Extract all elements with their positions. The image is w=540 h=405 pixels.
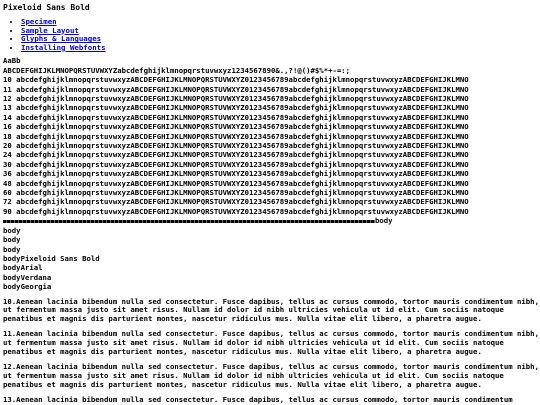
paragraph-sample: 10.Aenean lacinia bibendum nulla sed consectetur. Fusce dapibus, tellus ac cursus commodo, tortor mauris condimentum nibh, ut fermentum massa justo sit amet risus. Nullam id dolor id nibh ultricies vehicula ut id elit. Cum sociis natoque penatibus et magnis dis parturient montes, nascetur ridiculus mus. Nulla vitae elit libero, a pharetra augue.	[3, 296, 539, 324]
nav-link-installing-webfonts[interactable]: Installing Webfonts	[21, 42, 106, 52]
waterfall-line: 11 abcdefghijklmnopqrstuvwxyzABCDEFGHIJKLMNOPQRSTUVWXYZ0123456789abcdefghijklmnopqrstuvwxyzABCDEFGHIJKLMNO	[3, 84, 469, 94]
paragraph-sample: 12.Aenean lacinia bibendum nulla sed consectetur. Fusce dapibus, tellus ac cursus commodo, tortor mauris condimentum nibh, ut fermentum massa justo sit amet risus. Nullam id dolor id nibh ultricies vehicula ut id elit. Cum sociis natoque penatibus et magnis dis parturient montes, nascetur ridiculus mus. Nulla vitae elit libero, a pharetra augue.	[3, 361, 539, 389]
waterfall-line: 48 abcdefghijklmnopqrstuvwxyzABCDEFGHIJKLMNOPQRSTUVWXYZ0123456789abcdefghijklmnopqrstuvwxyzABCDEFGHIJKLMNO	[3, 178, 469, 188]
body-samples	[3, 226, 540, 292]
waterfall-line: 14 abcdefghijklmnopqrstuvwxyzABCDEFGHIJKLMNOPQRSTUVWXYZ0123456789abcdefghijklmnopqrstuvwxyzABCDEFGHIJKLMNO	[3, 112, 469, 122]
waterfall-line: 30 abcdefghijklmnopqrstuvwxyzABCDEFGHIJKLMNOPQRSTUVWXYZ0123456789abcdefghijklmnopqrstuvwxyzABCDEFGHIJKLMNO	[3, 159, 469, 169]
body-sample: body	[3, 225, 21, 235]
waterfall-line: 36 abcdefghijklmnopqrstuvwxyzABCDEFGHIJKLMNOPQRSTUVWXYZ0123456789abcdefghijklmnopqrstuvwxyzABCDEFGHIJKLMNO	[3, 169, 469, 179]
waterfall-line: 72 abcdefghijklmnopqrstuvwxyzABCDEFGHIJKLMNOPQRSTUVWXYZ0123456789abcdefghijklmnopqrstuvwxyzABCDEFGHIJKLMNO	[3, 197, 469, 207]
body-sample-arial: bodyArial	[3, 263, 43, 273]
paragraph-sample: 11.Aenean lacinia bibendum nulla sed consectetur. Fusce dapibus, tellus ac cursus commodo, tortor mauris condimentum nibh, ut fermentum massa justo sit amet risus. Nullam id dolor id nibh ultricies vehicula ut id elit. Cum sociis natoque penatibus et magnis dis parturient montes, nascetur ridiculus mus. Nulla vitae elit libero, a pharetra augue.	[3, 329, 539, 357]
aabb-sample: AaBb	[3, 56, 21, 66]
bar-sample-row	[3, 216, 540, 225]
body-sample: body	[3, 244, 21, 254]
glyph-bar	[3, 220, 375, 223]
waterfall-line: 20 abcdefghijklmnopqrstuvwxyzABCDEFGHIJKLMNOPQRSTUVWXYZ0123456789abcdefghijklmnopqrstuvwxyzABCDEFGHIJKLMNO	[3, 141, 469, 151]
waterfall-line: 12 abcdefghijklmnopqrstuvwxyzABCDEFGHIJKLMNOPQRSTUVWXYZ0123456789abcdefghijklmnopqrstuvwxyzABCDEFGHIJKLMNO	[3, 94, 469, 103]
waterfall	[3, 75, 540, 216]
nav-link-glyphs-languages[interactable]: Glyphs & Languages	[21, 34, 102, 44]
page-title: Pixeloid Sans Bold	[3, 3, 90, 12]
nav-link-specimen[interactable]: Specimen	[21, 17, 57, 26]
paragraph-sample: 13.Aenean lacinia bibendum nulla sed consectetur. Fusce dapibus, tellus ac cursus commodo, tortor mauris condimentum	[3, 394, 513, 404]
nav-link-sample-layout[interactable]: Sample Layout	[21, 25, 79, 35]
body-sample-georgia: bodyGeorgia	[3, 282, 52, 292]
specimen-page	[3, 2, 540, 405]
waterfall-line: 60 abcdefghijklmnopqrstuvwxyzABCDEFGHIJKLMNOPQRSTUVWXYZ0123456789abcdefghijklmnopqrstuvwxyzABCDEFGHIJKLMNO	[3, 188, 469, 198]
nav-item-specimen	[21, 18, 540, 27]
body-sample-verdana: bodyVerdana	[3, 272, 52, 282]
waterfall-line: 24 abcdefghijklmnopqrstuvwxyzABCDEFGHIJKLMNOPQRSTUVWXYZ0123456789abcdefghijklmnopqrstuvwxyzABCDEFGHIJKLMNO	[3, 150, 469, 160]
waterfall-line: 16 abcdefghijklmnopqrstuvwxyzABCDEFGHIJKLMNOPQRSTUVWXYZ0123456789abcdefghijklmnopqrstuvwxyzABCDEFGHIJKLMNO	[3, 122, 469, 132]
waterfall-line: 10 abcdefghijklmnopqrstuvwxyzABCDEFGHIJKLMNOPQRSTUVWXYZ0123456789abcdefghijklmnopqrstuvwxyzABCDEFGHIJKLMNO	[3, 75, 469, 85]
waterfall-line: 13 abcdefghijklmnopqrstuvwxyzABCDEFGHIJKLMNOPQRSTUVWXYZ0123456789abcdefghijklmnopqrstuvwxyzABCDEFGHIJKLMNO	[3, 103, 469, 113]
bar-label: body	[375, 216, 393, 226]
waterfall-line: 90 abcdefghijklmnopqrstuvwxyzABCDEFGHIJKLMNOPQRSTUVWXYZ0123456789abcdefghijklmnopqrstuvwxyzABCDEFGHIJKLMNO	[3, 206, 469, 216]
waterfall-line: 18 abcdefghijklmnopqrstuvwxyzABCDEFGHIJKLMNOPQRSTUVWXYZ0123456789abcdefghijklmnopqrstuvwxyzABCDEFGHIJKLMNO	[3, 131, 469, 141]
charset-sample: ABCDEFGHIJKLMNOPQRSTUVWXYZabcdefghijklmnopqrstuvwxyz1234567890&.,?!@()#$%*+-=:;	[3, 65, 351, 75]
nav-item-installing-webfonts	[21, 44, 540, 53]
body-sample-pixeloid: bodyPixeloid Sans Bold	[3, 253, 100, 263]
body-sample: body	[3, 235, 21, 245]
section-nav	[3, 18, 540, 52]
